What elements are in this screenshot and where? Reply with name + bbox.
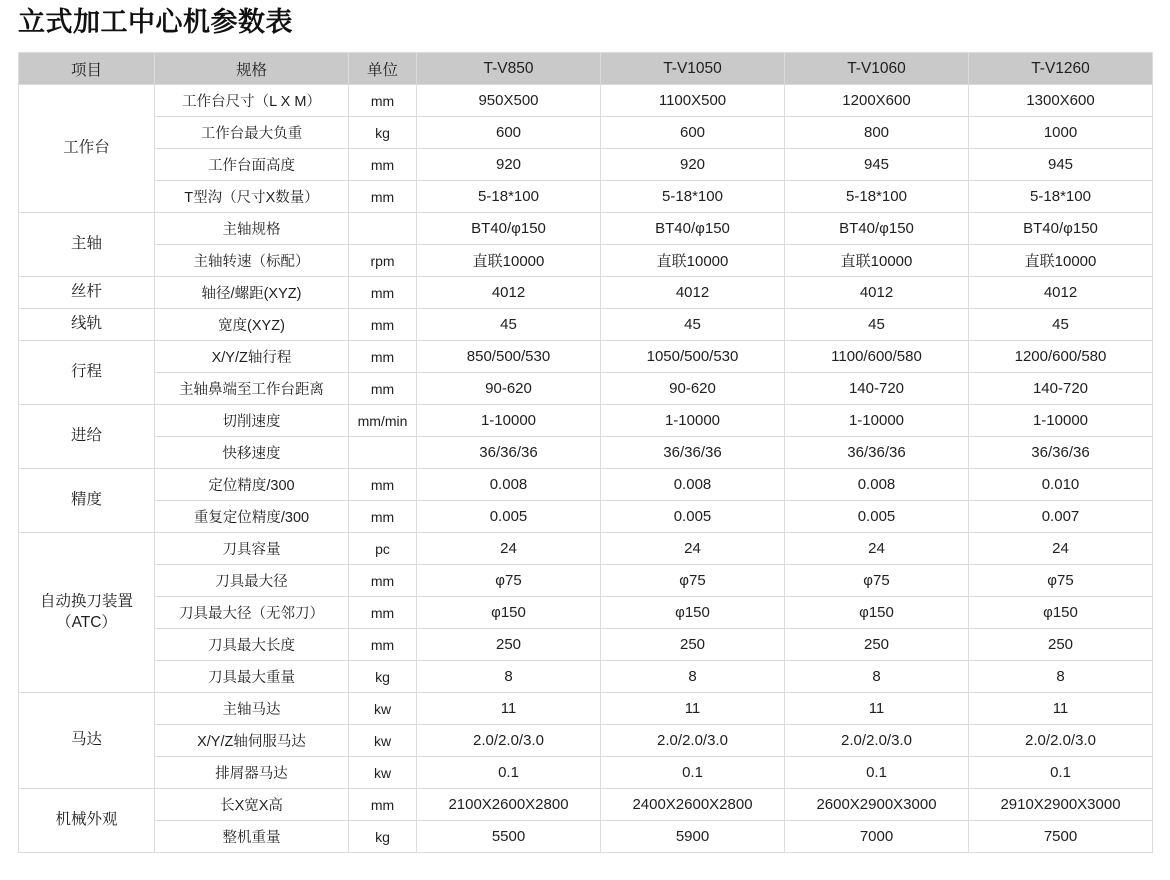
row-value: φ75 [601, 565, 785, 597]
row-item-label: 长X宽X高 [155, 789, 349, 821]
row-value: 0.005 [601, 501, 785, 533]
table-header-row [19, 53, 1153, 85]
row-value: 2910X2900X3000 [969, 789, 1153, 821]
row-value: 0.005 [785, 501, 969, 533]
row-item-label: 整机重量 [155, 821, 349, 853]
row-item-label: X/Y/Z轴行程 [155, 341, 349, 373]
row-item-label: 主轴鼻端至工作台距离 [155, 373, 349, 405]
row-value: 0.008 [785, 469, 969, 501]
row-value: 5-18*100 [417, 181, 601, 213]
row-unit: pc [349, 533, 417, 565]
row-value: 0.008 [417, 469, 601, 501]
row-unit: mm [349, 373, 417, 405]
row-value: 250 [601, 629, 785, 661]
row-value: 8 [969, 661, 1153, 693]
row-value: 1-10000 [969, 405, 1153, 437]
row-value: 250 [785, 629, 969, 661]
table-row [19, 309, 1153, 341]
row-item-label: 刀具最大重量 [155, 661, 349, 693]
row-value: 36/36/36 [601, 437, 785, 469]
table-row [19, 789, 1153, 821]
row-value: 8 [601, 661, 785, 693]
row-item-label: 工作台尺寸（L X M） [155, 85, 349, 117]
row-item-label: 刀具最大径（无邻刀） [155, 597, 349, 629]
row-value: 920 [417, 149, 601, 181]
row-item-label: 主轴规格 [155, 213, 349, 245]
row-item-label: 宽度(XYZ) [155, 309, 349, 341]
row-value: 90-620 [417, 373, 601, 405]
row-item-label: 快移速度 [155, 437, 349, 469]
row-value: φ150 [969, 597, 1153, 629]
row-value: 45 [417, 309, 601, 341]
row-value: 45 [785, 309, 969, 341]
row-unit: mm [349, 341, 417, 373]
table-row [19, 565, 1153, 597]
row-value: 0.010 [969, 469, 1153, 501]
row-item-label: 定位精度/300 [155, 469, 349, 501]
row-value: 1100/600/580 [785, 341, 969, 373]
row-value: φ150 [417, 597, 601, 629]
table-row [19, 373, 1153, 405]
table-row [19, 277, 1153, 309]
row-unit: mm [349, 501, 417, 533]
row-unit: mm [349, 181, 417, 213]
row-value: BT40/φ150 [969, 213, 1153, 245]
row-item-label: 刀具最大长度 [155, 629, 349, 661]
row-item-label: 刀具容量 [155, 533, 349, 565]
row-value: 1000 [969, 117, 1153, 149]
row-value: 1100X500 [601, 85, 785, 117]
row-value: 直联10000 [969, 245, 1153, 277]
row-value: 4012 [417, 277, 601, 309]
row-value: 5-18*100 [969, 181, 1153, 213]
row-value: φ150 [601, 597, 785, 629]
row-item-label: X/Y/Z轴伺服马达 [155, 725, 349, 757]
row-value: 24 [417, 533, 601, 565]
row-value: 直联10000 [785, 245, 969, 277]
row-value: 11 [969, 693, 1153, 725]
table-row [19, 661, 1153, 693]
row-value: 24 [601, 533, 785, 565]
row-item-label: 主轴转速（标配） [155, 245, 349, 277]
row-value: 36/36/36 [969, 437, 1153, 469]
row-unit: mm/min [349, 405, 417, 437]
row-unit [349, 213, 417, 245]
row-value: 945 [785, 149, 969, 181]
table-row [19, 629, 1153, 661]
row-value: 250 [417, 629, 601, 661]
row-group-label: 精度 [19, 469, 155, 533]
table-row [19, 245, 1153, 277]
row-value: 4012 [785, 277, 969, 309]
row-value: 945 [969, 149, 1153, 181]
row-group-label: 主轴 [19, 213, 155, 277]
row-value: 24 [785, 533, 969, 565]
row-unit: mm [349, 597, 417, 629]
row-unit: kg [349, 661, 417, 693]
row-item-label: T型沟（尺寸X数量） [155, 181, 349, 213]
row-value: 2600X2900X3000 [785, 789, 969, 821]
row-value: 7500 [969, 821, 1153, 853]
row-value: 0.1 [601, 757, 785, 789]
row-group-label: 线轨 [19, 309, 155, 341]
row-value: 1200X600 [785, 85, 969, 117]
row-value: 850/500/530 [417, 341, 601, 373]
row-value: 24 [969, 533, 1153, 565]
row-value: 45 [969, 309, 1153, 341]
table-row [19, 181, 1153, 213]
row-group-label: 机械外观 [19, 789, 155, 853]
column-header-project: 项目 [19, 53, 155, 85]
row-item-label: 轴径/螺距(XYZ) [155, 277, 349, 309]
column-header-spec: 规格 [155, 53, 349, 85]
row-value: 800 [785, 117, 969, 149]
row-value: 0.1 [785, 757, 969, 789]
row-value: 5900 [601, 821, 785, 853]
row-unit: rpm [349, 245, 417, 277]
row-value: 45 [601, 309, 785, 341]
row-unit: mm [349, 85, 417, 117]
row-value: 0.005 [417, 501, 601, 533]
row-value: 0.1 [969, 757, 1153, 789]
row-item-label: 工作台面高度 [155, 149, 349, 181]
table-header [19, 53, 1153, 85]
row-value: 1300X600 [969, 85, 1153, 117]
row-unit: kg [349, 117, 417, 149]
row-value: 2.0/2.0/3.0 [601, 725, 785, 757]
table-row [19, 501, 1153, 533]
table-row [19, 757, 1153, 789]
row-value: 直联10000 [601, 245, 785, 277]
row-item-label: 切削速度 [155, 405, 349, 437]
row-value: 11 [601, 693, 785, 725]
row-value: 600 [417, 117, 601, 149]
table-row [19, 85, 1153, 117]
table-row [19, 437, 1153, 469]
row-value: 1200/600/580 [969, 341, 1153, 373]
row-item-label: 重复定位精度/300 [155, 501, 349, 533]
row-unit: mm [349, 149, 417, 181]
row-value: 90-620 [601, 373, 785, 405]
row-value: φ75 [417, 565, 601, 597]
row-unit: kw [349, 725, 417, 757]
row-value: 2400X2600X2800 [601, 789, 785, 821]
row-value: 直联10000 [417, 245, 601, 277]
column-header-unit: 单位 [349, 53, 417, 85]
table-row [19, 693, 1153, 725]
column-header-tv1050: T-V1050 [601, 53, 785, 85]
row-group-label: 行程 [19, 341, 155, 405]
table-body [19, 85, 1153, 853]
row-value: 2.0/2.0/3.0 [785, 725, 969, 757]
row-value: 1-10000 [417, 405, 601, 437]
row-value: 11 [417, 693, 601, 725]
row-item-label: 工作台最大负重 [155, 117, 349, 149]
row-value: 5-18*100 [785, 181, 969, 213]
row-unit: kg [349, 821, 417, 853]
table-row [19, 405, 1153, 437]
row-value: φ75 [785, 565, 969, 597]
page-title: 立式加工中心机参数表 [18, 7, 293, 37]
row-value: 250 [969, 629, 1153, 661]
row-value: 4012 [969, 277, 1153, 309]
row-value: 600 [601, 117, 785, 149]
row-value: 36/36/36 [417, 437, 601, 469]
column-header-tv1060: T-V1060 [785, 53, 969, 85]
table-row [19, 725, 1153, 757]
row-unit: kw [349, 757, 417, 789]
row-unit: kw [349, 693, 417, 725]
table-row [19, 821, 1153, 853]
row-value: BT40/φ150 [601, 213, 785, 245]
row-value: 950X500 [417, 85, 601, 117]
row-value: 140-720 [969, 373, 1153, 405]
row-value: 5-18*100 [601, 181, 785, 213]
row-value: 1050/500/530 [601, 341, 785, 373]
row-item-label: 刀具最大径 [155, 565, 349, 597]
row-unit: mm [349, 309, 417, 341]
table-row [19, 117, 1153, 149]
row-value: 7000 [785, 821, 969, 853]
table-row [19, 469, 1153, 501]
row-value: 140-720 [785, 373, 969, 405]
row-value: 8 [785, 661, 969, 693]
table-row [19, 341, 1153, 373]
row-value: 8 [417, 661, 601, 693]
document-page [0, 6, 1170, 880]
row-value: 11 [785, 693, 969, 725]
row-item-label: 主轴马达 [155, 693, 349, 725]
row-value: 1-10000 [601, 405, 785, 437]
row-unit: mm [349, 629, 417, 661]
row-group-label: 进给 [19, 405, 155, 469]
row-value: 2.0/2.0/3.0 [969, 725, 1153, 757]
row-unit: mm [349, 565, 417, 597]
row-value: BT40/φ150 [417, 213, 601, 245]
row-value: 0.007 [969, 501, 1153, 533]
row-item-label: 排屑器马达 [155, 757, 349, 789]
row-group-label: 工作台 [19, 85, 155, 213]
column-header-tv850: T-V850 [417, 53, 601, 85]
row-unit: mm [349, 789, 417, 821]
row-value: 2.0/2.0/3.0 [417, 725, 601, 757]
row-group-label: 丝杆 [19, 277, 155, 309]
row-value: 0.008 [601, 469, 785, 501]
table-row [19, 213, 1153, 245]
row-value: 36/36/36 [785, 437, 969, 469]
row-unit: mm [349, 277, 417, 309]
table-row [19, 533, 1153, 565]
row-value: φ150 [785, 597, 969, 629]
table-row [19, 149, 1153, 181]
table-row [19, 597, 1153, 629]
row-value: 0.1 [417, 757, 601, 789]
row-value: 5500 [417, 821, 601, 853]
row-value: 2100X2600X2800 [417, 789, 601, 821]
row-value: 920 [601, 149, 785, 181]
row-value: 1-10000 [785, 405, 969, 437]
row-unit: mm [349, 469, 417, 501]
row-group-label: 自动换刀装置 （ATC） [19, 533, 155, 693]
row-value: 4012 [601, 277, 785, 309]
row-value: φ75 [969, 565, 1153, 597]
column-header-tv1260: T-V1260 [969, 53, 1153, 85]
row-value: BT40/φ150 [785, 213, 969, 245]
row-group-label: 马达 [19, 693, 155, 789]
specification-table [18, 52, 1153, 853]
row-unit [349, 437, 417, 469]
